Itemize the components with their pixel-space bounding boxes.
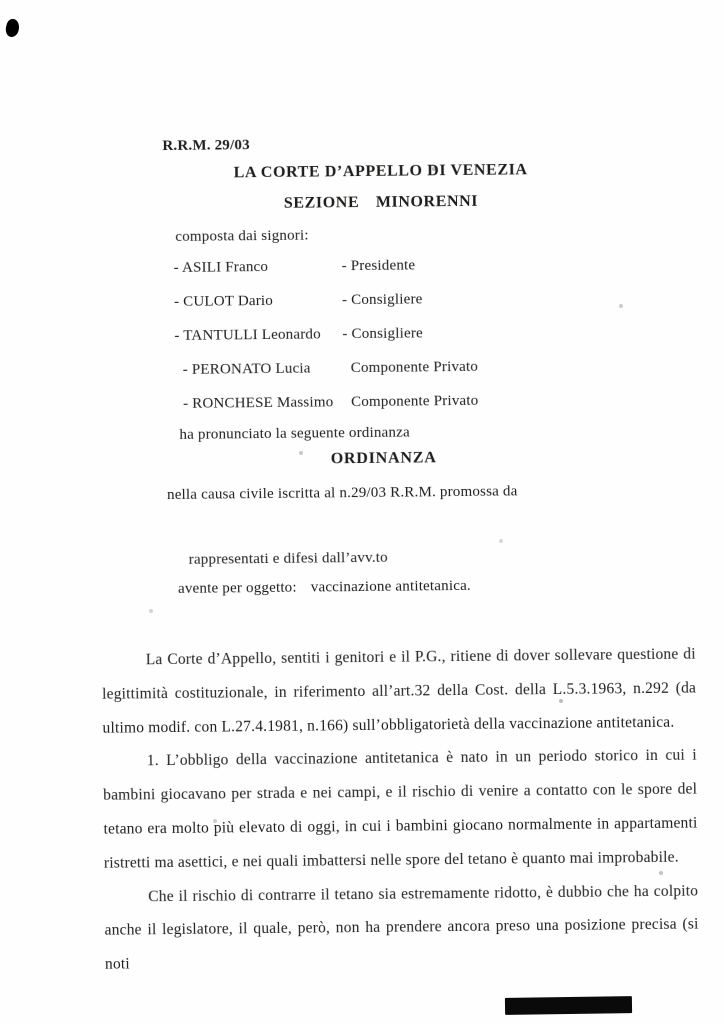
panel-member-role: - Presidente: [341, 257, 416, 275]
court-title: LA CORTE D’APPELLO DI VENEZIA: [233, 161, 528, 182]
panel-member-row: [174, 322, 722, 348]
body-text: [102, 638, 700, 982]
redaction-bar: [505, 996, 632, 1015]
body-paragraph-3: Che il rischio di contrarre il tetano sia estremamente ridotto, è dubbio che ha colpito anche il legislatore, il quale, però, non ha prendere ancora preso una posizione precisa (si noti: [104, 882, 699, 973]
panel-member-name: - ASILI Franco: [173, 258, 269, 276]
ordinance-heading: ORDINANZA: [330, 449, 437, 468]
panel-member-role: Componente Privato: [351, 392, 479, 411]
section-title: SEZIONE MINORENNI: [283, 192, 479, 212]
case-reference: R.R.M. 29/03: [162, 137, 250, 155]
panel-member-name: - RONCHESE Massimo: [183, 394, 334, 412]
panel-member-role: - Consigliere: [342, 325, 423, 343]
body-paragraph-1: La Corte d’Appello, sentiti i genitori e il P.G., ritiene di dover sollevare questione di legittimità costituzionale, in riferimento all’art.32 della Cost. della L.5.3.1963, n.292 (da ultimo modif. con L.27.4.1981, n.166) sull’obbligatorietà della vaccinazione antitetanica.: [102, 645, 697, 737]
panel-member-role: Componente Privato: [350, 358, 479, 377]
body-paragraph-2: 1. L’obbligo della vaccinazione antitetanica è nato in un periodo storico in cui i bambini giocavano per strada e nei campi, e il rischio di venire a contatto con le spore del tetano era molto più elevato di oggi, in cui i bambini giocano normalmente in appartamenti ristretti ma asettici, e nei quali imbattersi nelle spore del tetano è quanto mai improbabile.: [103, 746, 698, 872]
panel-member-name: - CULOT Dario: [173, 292, 274, 310]
scan-noise-specks: [0, 0, 2, 2]
panel-member-row: [174, 254, 722, 280]
composition-intro: composta dai signori:: [175, 227, 309, 245]
case-description-line: nella causa civile iscritta al n.29/03 R.R.M. promossa da: [166, 483, 518, 504]
subject-label: avente per oggetto:: [177, 579, 297, 597]
panel-member-name: - PERONATO Lucia: [182, 360, 311, 378]
panel-member-row: [183, 356, 723, 382]
panel-member-role: - Consigliere: [341, 291, 423, 309]
panel-member-row: [174, 288, 722, 314]
counsel-line: rappresentati e difesi dall’avv.to: [188, 549, 388, 568]
panel-member-name: - TANTULLI Leonardo: [174, 326, 321, 344]
subject-value: vaccinazione antitetanica.: [310, 577, 471, 596]
subject-line: [178, 575, 724, 598]
panel-member-row: [183, 390, 723, 416]
panel-members-list: [0, 254, 723, 418]
pronouncement-line: ha pronunciato la seguente ordinanza: [179, 424, 410, 443]
